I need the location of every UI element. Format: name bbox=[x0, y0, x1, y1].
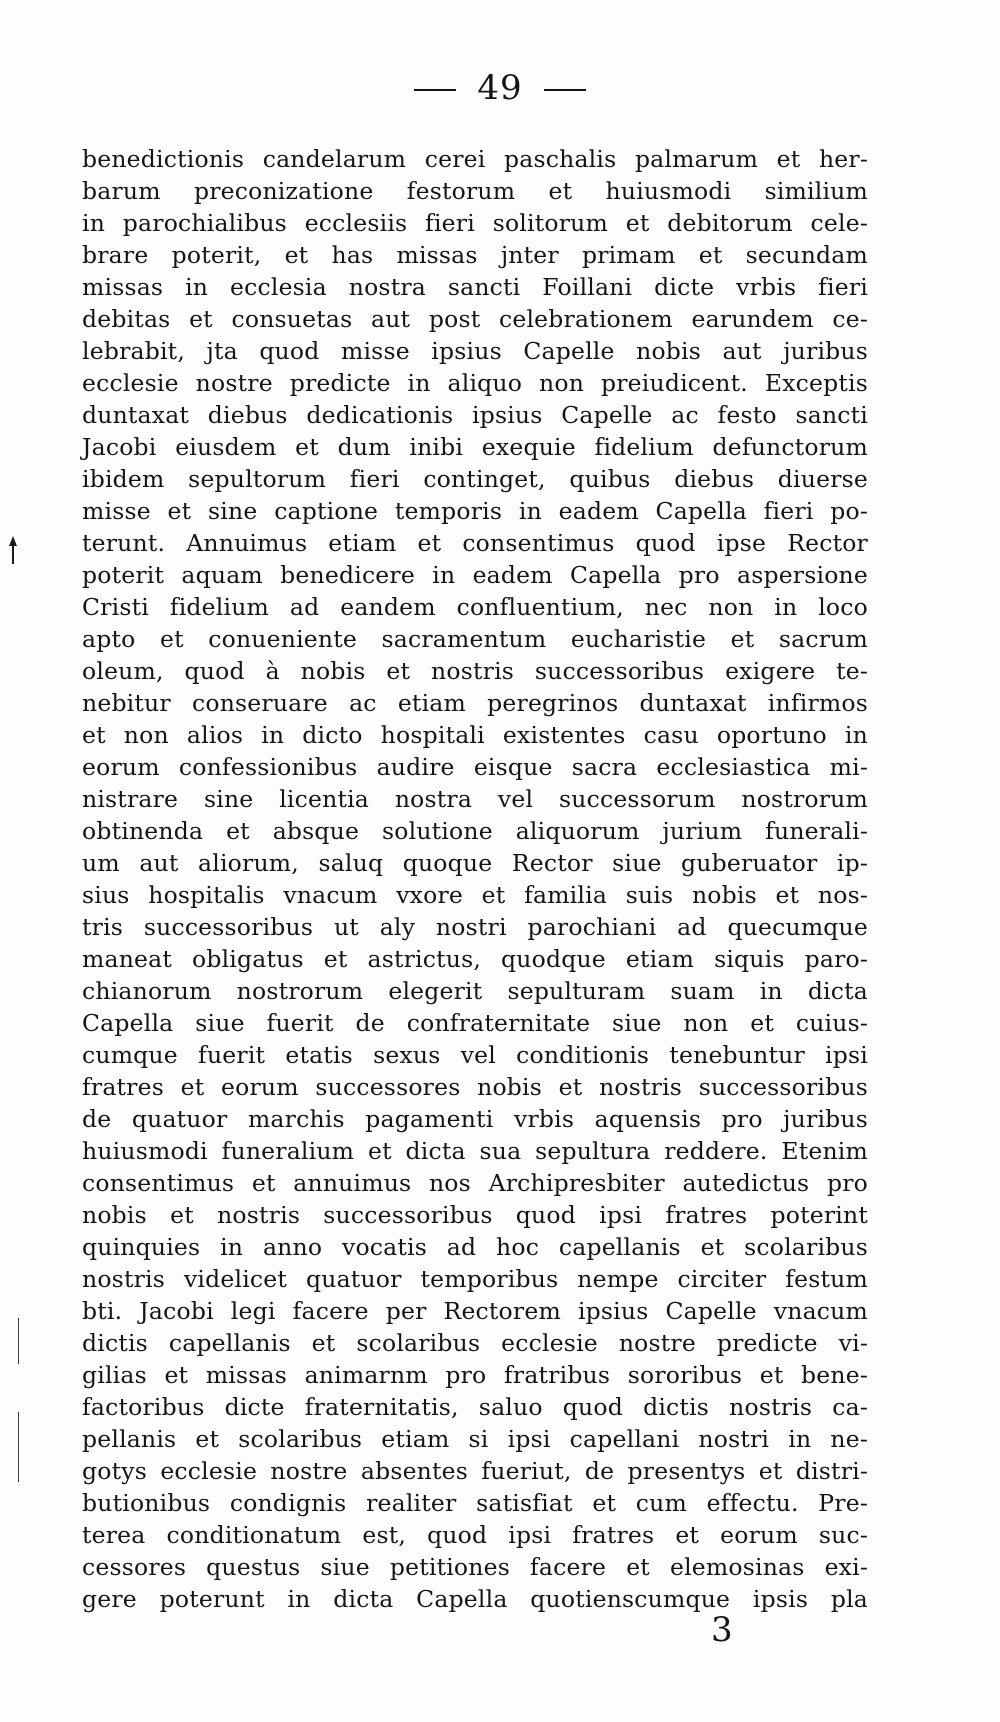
text-line: misse et sine captione temporis in eadem Capella fieri po- bbox=[82, 497, 868, 525]
text-line: dictis capellanis et scolaribus ecclesie nostre predicte vi- bbox=[82, 1329, 868, 1357]
text-line: gotys ecclesie nostre absentes fueriut, de presentys et distri- bbox=[82, 1457, 868, 1485]
header-dash-right bbox=[544, 89, 586, 91]
text-line: Cristi fidelium ad eandem confluentium, nec non in loco bbox=[82, 593, 868, 621]
text-line: nostris videlicet quatuor temporibus nempe circiter festum bbox=[82, 1265, 868, 1293]
text-line: obtinenda et absque solutione aliquorum jurium funerali- bbox=[82, 817, 868, 845]
text-line: consentimus et annuimus nos Archipresbiter autedictus pro bbox=[82, 1169, 868, 1197]
text-line: brare poterit, et has missas jnter primam et secundam bbox=[82, 241, 868, 269]
header-dash-left bbox=[414, 89, 456, 91]
text-line: chianorum nostrorum elegerit sepulturam suam in dicta bbox=[82, 977, 868, 1005]
text-line: barum preconizatione festorum et huiusmodi similium bbox=[82, 177, 868, 205]
text-line: maneat obligatus et astrictus, quodque etiam siquis paro- bbox=[82, 945, 868, 973]
page-header bbox=[0, 68, 1000, 108]
text-line: gilias et missas animarnm pro fratribus sororibus et bene- bbox=[82, 1361, 868, 1389]
text-line: duntaxat diebus dedicationis ipsius Capelle ac festo sancti bbox=[82, 401, 868, 429]
text-line: in parochialibus ecclesiis fieri solitorum et debitorum cele- bbox=[82, 209, 868, 237]
text-line: de quatuor marchis pagamenti vrbis aquensis pro juribus bbox=[82, 1105, 868, 1133]
margin-rule-mark bbox=[18, 1318, 19, 1364]
text-line: um aut aliorum, saluq quoque Rector siue guberuator ip- bbox=[82, 849, 868, 877]
text-line: terunt. Annuimus etiam et consentimus quod ipse Rector bbox=[82, 529, 868, 557]
text-line: poterit aquam benedicere in eadem Capella pro aspersione bbox=[82, 561, 868, 589]
text-line: bti. Jacobi legi facere per Rectorem ipsius Capelle vnacum bbox=[82, 1297, 868, 1325]
text-line: quinquies in anno vocatis ad hoc capellanis et scolaribus bbox=[82, 1233, 868, 1261]
text-line: gere poterunt in dicta Capella quotienscumque ipsis pla bbox=[82, 1585, 868, 1613]
margin-pointer-mark bbox=[8, 536, 18, 564]
text-line: et non alios in dicto hospitali existentes casu oportuno in bbox=[82, 721, 868, 749]
text-line: huiusmodi funeralium et dicta sua sepultura reddere. Etenim bbox=[82, 1137, 868, 1165]
text-line: factoribus dicte fraternitatis, saluo quod dictis nostris ca- bbox=[82, 1393, 868, 1421]
text-line: missas in ecclesia nostra sancti Foillani dicte vrbis fieri bbox=[82, 273, 868, 301]
text-line: Capella siue fuerit de confraternitate siue non et cuius- bbox=[82, 1009, 868, 1037]
text-line: Jacobi eiusdem et dum inibi exequie fidelium defunctorum bbox=[82, 433, 868, 461]
text-line: butionibus condignis realiter satisfiat et cum effectu. Pre- bbox=[82, 1489, 868, 1517]
margin-rule-mark bbox=[18, 1412, 19, 1482]
signature-mark: 3 bbox=[711, 1610, 733, 1650]
text-line: lebrabit, jta quod misse ipsius Capelle nobis aut juribus bbox=[82, 337, 868, 365]
text-line: ibidem sepultorum fieri continget, quibus diebus diuerse bbox=[82, 465, 868, 493]
text-line: fratres et eorum successores nobis et nostris successoribus bbox=[82, 1073, 868, 1101]
text-line: cumque fuerit etatis sexus vel conditionis tenebuntur ipsi bbox=[82, 1041, 868, 1069]
text-line: pellanis et scolaribus etiam si ipsi capellani nostri in ne- bbox=[82, 1425, 868, 1453]
text-line: eorum confessionibus audire eisque sacra ecclesiastica mi- bbox=[82, 753, 868, 781]
text-line: debitas et consuetas aut post celebrationem earundem ce- bbox=[82, 305, 868, 333]
body-text bbox=[82, 143, 868, 1615]
text-line: ecclesie nostre predicte in aliquo non preiudicent. Exceptis bbox=[82, 369, 868, 397]
text-line: tris successoribus ut aly nostri parochiani ad quecumque bbox=[82, 913, 868, 941]
text-line: nebitur conseruare ac etiam peregrinos duntaxat infirmos bbox=[82, 689, 868, 717]
text-line: nistrare sine licentia nostra vel successorum nostrorum bbox=[82, 785, 868, 813]
text-line: nobis et nostris successoribus quod ipsi fratres poterint bbox=[82, 1201, 868, 1229]
page-number: 49 bbox=[477, 68, 523, 108]
text-line: sius hospitalis vnacum vxore et familia suis nobis et nos- bbox=[82, 881, 868, 909]
text-line: terea conditionatum est, quod ipsi fratres et eorum suc- bbox=[82, 1521, 868, 1549]
text-line: cessores questus siue petitiones facere et elemosinas exi- bbox=[82, 1553, 868, 1581]
text-line: oleum, quod à nobis et nostris successoribus exigere te- bbox=[82, 657, 868, 685]
text-line: benedictionis candelarum cerei paschalis palmarum et her- bbox=[82, 145, 868, 173]
text-line: apto et conueniente sacramentum eucharistie et sacrum bbox=[82, 625, 868, 653]
